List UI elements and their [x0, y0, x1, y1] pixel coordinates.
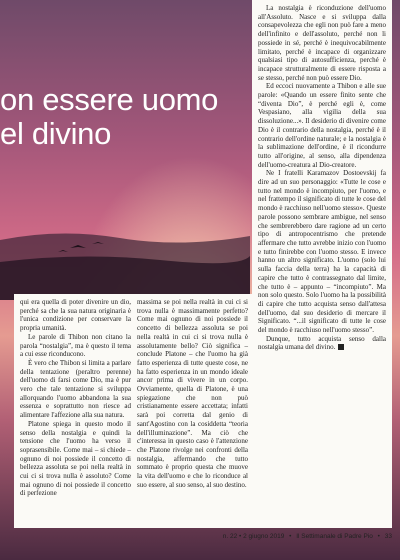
- text-column-2: [137, 298, 248, 528]
- paragraph: qui era quella di poter divenire un dio, perché sa che la sua natura originaria è l'unica condizione per conservare la propria umanità.: [20, 298, 131, 333]
- end-of-article-square-icon: [338, 344, 344, 350]
- paragraph: La nostalgia è riconduzione dell'uomo all'Assoluto. Nasce e si sviluppa dalla consapevolezza che egli non può fare a meno dell'infinito e dell'assoluto, perché non li possiede in sé, perché è inequivocabilmente limitato, perché è incapace di organizzare qualsiasi tipo di autosufficienza, perché è incapace strutturalmente di essere risposta a se stesso, perché non può essere Dio.: [258, 4, 386, 82]
- paragraph: Le parole di Thibon non citano la parola “nostalgia”, ma è questo il tema a cui esse riconducono.: [20, 332, 131, 359]
- paragraph: È vero che Thibon si limita a parlare della tentazione (peraltro perenne) dell'uomo di farsi come Dio, ma è pur vero che tale tentazione si sviluppa allorquando l'uomo abbandona la sua essenza e soprattutto non riesce ad alimentare l'affezione alla sua natura.: [20, 358, 131, 420]
- text-block-left: [14, 294, 252, 528]
- article-headline-line-1: on essere uomo: [0, 82, 219, 117]
- separator-dot: •: [377, 533, 380, 540]
- paragraph: Ed eccoci nuovamente a Thibon e alle sue parole: «Quando un essere finito sente che “diventa Dio”, è perché egli è, come Vespasiano, alla vigilia della sua dissoluzione...». Il desiderio di divenire come Dio è il contrario della nostalgia, perché è il contrario dell'ordine naturale; e la nostalgia è la sublimazione dell'ordine, è il ricondurre tutto all'origine, al senso, alla dipendenza dell'uomo-creatura al Dio-creatore.: [258, 82, 386, 169]
- closing-sentence: Dunque, tutto acquista senso dalla nostalgia umana del divino.: [258, 334, 386, 352]
- article-headline-line-2: el divino: [0, 116, 112, 151]
- page-footer: [0, 530, 392, 544]
- text-column-right: [252, 0, 392, 528]
- magazine-name: Il Settimanale di Padre Pio: [296, 533, 373, 540]
- paragraph: Platone spiega in questo modo il senso della nostalgia e quindi la tensione che l'uomo ha verso il soprasensibile. Come mai – si chiede – ognuno di noi possiede il concetto di bellezza assoluta se poi nella realtà in cui ci si trova nulla è assoluto? Come mai ognuno di noi possiede il concetto di perfezione: [20, 419, 131, 498]
- paragraph: massima se poi nella realtà in cui ci si trova nulla è massimamente perfetto? Come mai ognuno di noi possiede il concetto di bellezza assoluta se poi nella realtà in cui ci si trova nulla è assolutamente bello? Ciò significa – conclude Platone – che l'uomo ha già fatto esperienza di tutte queste cose, ne ha fatto esperienza in un mondo ideale ancor prima di vivere in un corpo. Ovviamente, quella di Platone, è una spiegazione che non può cristianamente essere accettata; infatti sarà poi corretta dal genio di sant'Agostino con la cosiddetta “teoria dell'illuminazione”. Ma ciò che c'interessa in questo caso è l'attenzione che Platone rivolge nei confronti della nostalgia, affermando che tutto sommato è proprio questa che muove la vita dell'uomo e che lo riconduce al suo essere, al suo senso, al suo destino.: [137, 298, 248, 489]
- page-number: 33: [384, 533, 392, 540]
- separator-dot: •: [289, 533, 292, 540]
- paragraph: [258, 335, 386, 352]
- issue-date: n. 22 • 2 giugno 2019: [222, 533, 285, 540]
- text-column-1: [20, 298, 131, 528]
- paragraph: Ne I fratelli Karamazov Dostoevskij fa dire ad un suo personaggio: «Tutte le cose e tutto nel mondo è incompiuto, per l'uomo, e nel frattempo il significato di tutte le cose del mondo è racchiuso nell'uomo stesso». Queste parole possono sembrare ambigue, nel senso che sembrerebbero dare ragione ad un certo tipo di antropocentrismo che pretende affermare che tutto avrebbe inizio con l'uomo e tutto finirebbe con l'uomo stesso. E invece hanno un altro significato. L'uomo (solo lui sulla faccia della terra) ha la capacità di capire che tutto è contrassegnato dal limite, che tutto è – appunto – “incompiuto”. Ma non solo questo. Solo l'uomo ha la possibilità di capire che tutto acquista senso dall'attesa dell'uomo, dal suo desiderio di mercare il Significato. “...il significato di tutte le cose del mondo è racchiuso nell'uomo stesso”.: [258, 169, 386, 335]
